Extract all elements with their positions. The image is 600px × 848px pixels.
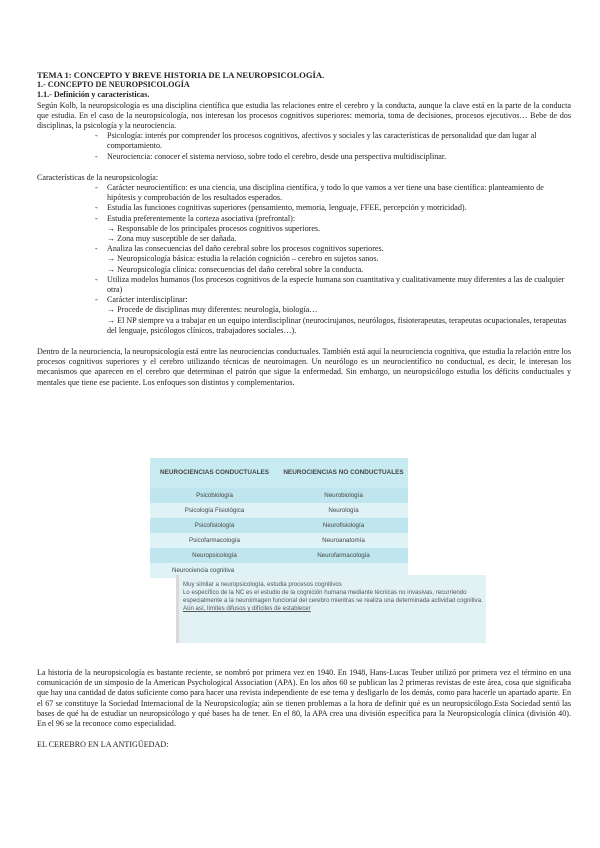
dash-icon: - (95, 183, 98, 193)
list-item: - Carácter neurocientífico: es una ciencia, una disciplina científica, y todo lo que vamos a ver tiene una base científica: planteamiento de hipótesis y comprobación de los resultados esperados. (95, 183, 544, 203)
arrow-icon: → (107, 223, 118, 233)
dash-icon: - (95, 274, 98, 284)
arrow-icon: → (107, 305, 118, 315)
list-item: - Neurociencia: conocer el sistema nervioso, sobre todo el cerebro, desde una perspectiva multidisciplinar. (95, 151, 447, 161)
sub-item: → El NP siempre va a trabajar en un equipo interdisciplinar (neurocirujanos, neurólogos, fisioterapeutas, terapeutas ocupacionales, terapeutas del lenguaje, psicólogos clínicos, trabajadores sociales…). (107, 315, 567, 335)
page-title: TEMA 1: CONCEPTO Y BREVE HISTORIA DE LA NEUROPSICOLOGÍA. (37, 70, 325, 80)
document-body (37, 70, 571, 388)
note-line: Aún así, límites difusos y difíciles de establecer (183, 605, 311, 612)
note-line: Muy similar a neuropsicología, estudia procesos cognitivos (183, 581, 342, 588)
characteristics-list (37, 183, 571, 336)
column-header: NEUROCIENCIAS NO CONDUCTUALES (283, 469, 404, 477)
cognitive-neuroscience-note (176, 575, 486, 643)
table-row: Psicología Fisiológica Neurología (150, 503, 408, 518)
arrow-icon: → (107, 254, 118, 264)
characteristics-heading: Características de la neuropsicología: (37, 172, 159, 182)
subsection-heading: 1.1.- Definición y características. (37, 90, 150, 100)
list-item: - Utiliza modelos humanos (los procesos cognitivos de la especie humana son cuantitativa y cualitativamente muy diferentes a las de cualquier otra) (95, 274, 565, 295)
table-header (150, 458, 408, 488)
table-row: Psicobiología Neurobiología (150, 488, 408, 503)
history-section (37, 668, 571, 750)
table-row: Neurociencia cognitiva (150, 563, 408, 578)
list-item: - Carácter interdisciplinar: → Procede de disciplinas muy diferentes: neurología, biología… → El NP siempre va a trabajar en un equipo interdisciplinar (neurocirujanos, neurólogos, fisioterapeutas, terapeutas ocupacionales, terapeutas del lenguaje, psicólogos clínicos, trabajadores sociales…). (107, 295, 571, 336)
antiquity-heading: EL CEREBRO EN LA ANTIGÜEDAD: (37, 740, 169, 750)
neurosciences-table (150, 458, 408, 578)
arrow-icon: → (107, 264, 118, 274)
intro-paragraph: Según Kolb, la neuropsicología es una disciplina científica que estudia las relaciones entre el cerebro y la conducta, aunque la clave está en la parte de la conducta que estudia. En el caso de la neuropsicología, nos interesan los procesos cognitivos superiores: memoria, toma de decisiones, procesos ejecutivos… Bebe de dos disciplinas, la psicología y la neurociencia. (37, 100, 571, 131)
sub-item: → Zona muy susceptible de ser dañada. (107, 234, 237, 244)
list-item: - Psicología: interés por comprender los procesos cognitivos, afectivos y sociales y las características de personalidad que dan lugar al comportamiento. (95, 131, 537, 151)
sub-item: → Neuropsicología clínica: consecuencias del daño cerebral sobre la conducta. (107, 264, 364, 274)
table-row: Neuropsicología Neurofarmacología (150, 548, 408, 563)
dash-icon: - (95, 151, 98, 161)
list-item: - Estudia las funciones cognitivas superiores (pensamiento, memoria, lenguaje, FFEE, percepción y motricidad). (95, 203, 467, 213)
sub-item: → Neuropsicología básica: estudia la relación cognición – cerebro en sujetos sanos. (107, 254, 379, 264)
neuroscience-paragraph: Dentro de la neurociencia, la neuropsicología está entre las neurociencias conductuales. También está aquí la neurociencia cognitiva, que estudia la relación entre los procesos cognitivos superiores y el cerebro utilizando técnicas de neuroimagen. Un neurólogo es un neurocientífico no conductual, es decir, le interesan los mecanismos que aparecen en el cerebro que determinan el patrón que sigue la enfermedad. Sin embargo, un neuropsicólogo estudia los déficits conductuales y mentales que tiene ese paciente. Los enfoques son distintos y complementarios. (37, 347, 571, 387)
dash-icon: - (95, 295, 98, 305)
column-header: NEUROCIENCIAS CONDUCTUALES (160, 469, 269, 477)
sub-item: → Responsable de los principales procesos cognitivos superiores. (107, 223, 321, 233)
list-item: - Analiza las consecuencias del daño cerebral sobre los procesos cognitivos superiores. → Neuropsicología básica: estudia la relación cognición – cerebro en sujetos sanos. → Neuropsicología clínica: consecuencias del daño cerebral sobre la conducta. (107, 244, 571, 275)
dash-icon: - (95, 131, 98, 141)
dash-icon: - (95, 213, 98, 223)
arrow-icon: → (107, 234, 118, 244)
table-row: Psicofarmacología Neuroanatomía (150, 533, 408, 548)
history-paragraph: La historia de la neuropsicología es bastante reciente, se nombró por primera vez en 1940. En 1948, Hans-Lucas Teuber utilizó por primera vez el término en una comunicación de un simposio de la American Psychological Association (APA). En los años 60 se publican las 2 primeras revistas de este área, cosa que significaba que hay una cantidad de datos suficiente como para hacer una revista independiente de ese tema y desligarlo de los demás, como para hacerle un apartado aparte. En el 67 se constituye la Sociedad Internacional de la Neuropsicología; aún se tienen problemas a la hora de definir qué es un neuropsicólogo.Esta Sociedad sentó las bases de qué ha de estudiar un neuropsicólogo y qué bases ha de tener. En el 80, la APA crea una división específica para la Neuropsicología clínica (división 40). En el 96 se la reconoce como especialidad. (37, 668, 571, 729)
list-item: - Estudia preferentemente la corteza asociativa (prefrontal): → Responsable de los principales procesos cognitivos superiores. → Zona muy susceptible de ser dañada. (107, 214, 571, 245)
dash-icon: - (95, 244, 98, 254)
table-row: Psicofisiología Neurofisiología (150, 518, 408, 533)
note-line: Lo específico de la NC es el estudio de la cognición humana mediante técnicas no invasivas, recurriendo especialmente a la neuroimagen funcional del cerebro mientras se realiza una determinada actividad cognitiva. (183, 589, 483, 604)
sub-item: → Procede de disciplinas muy diferentes: neurología, biología… (107, 305, 318, 315)
section-heading: 1.- CONCEPTO DE NEUROPSICOLOGÍA (37, 80, 190, 90)
arrow-icon: → (107, 315, 118, 325)
disciplines-list (37, 131, 571, 162)
dash-icon: - (95, 203, 98, 213)
